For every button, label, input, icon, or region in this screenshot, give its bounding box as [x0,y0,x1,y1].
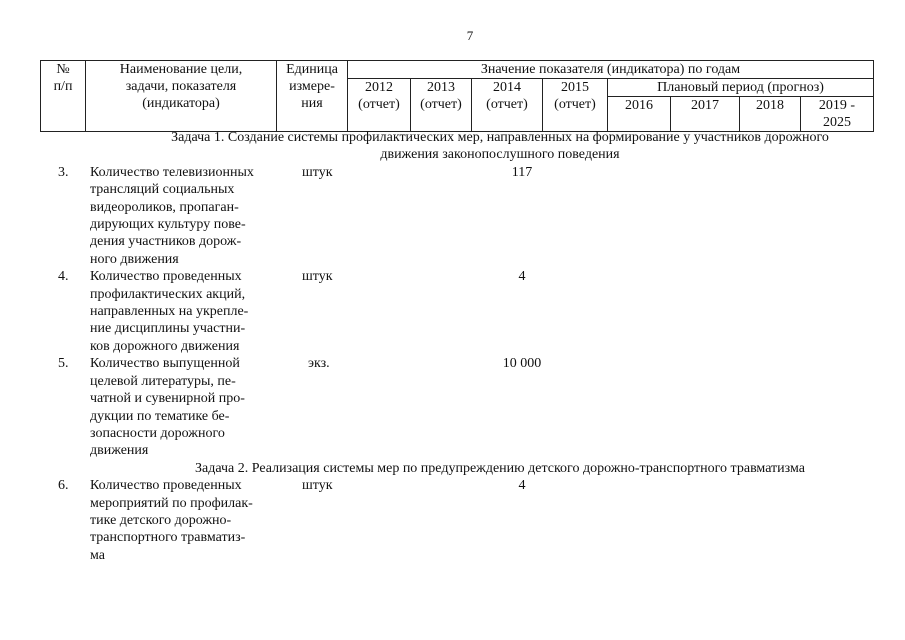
indicator-name [90,355,280,459]
unit-cell: экз. [308,356,330,372]
name-line: трансляций социальных [90,182,235,198]
name-line: направленных на укрепле- [90,304,249,320]
row-number: 5. [58,356,69,372]
year-2014-note: (отчет) [486,97,528,112]
year-2013-note: (отчет) [420,97,462,112]
header-year-2012 [348,79,411,132]
value-cell: 117 [511,164,533,180]
unit-cell: штук [302,164,333,180]
name-line: дения участников дорож- [90,234,242,250]
year-2013-label: 2013 [427,80,455,95]
year-2015-label: 2015 [561,80,589,95]
table-body [40,129,890,564]
name-line: Количество выпущенной [90,356,240,372]
year-2015-note: (отчет) [554,97,596,112]
name-line: ма [90,547,105,563]
unit-cell: штук [302,269,333,285]
task-2-heading: Задача 2. Реализация системы мер по предупреждению детского дорожно-транспортного травматизма [195,460,805,476]
year-2012-note: (отчет) [358,97,400,112]
name-line: дирующих культуру пове- [90,217,246,233]
header-unit-line1: Единица [286,62,338,77]
year-2019-label: 2019 - [818,98,856,113]
name-line: Количество телевизионных [90,164,254,180]
name-line: дукции по тематике бе- [90,408,230,424]
name-line: чатной и сувенирной про- [90,391,245,407]
name-line: видеороликов, пропаган- [90,199,239,215]
name-line: ние дисциплины участни- [90,321,246,337]
year-2014-label: 2014 [493,80,521,95]
header-name [86,61,277,132]
header-name-line3: (индикатора) [142,96,220,111]
header-year-2014 [472,79,543,132]
header-year-2018: 2018 [740,97,801,132]
indicator-name [90,164,280,268]
task-1-line2: движения законопослушного поведения [380,147,620,163]
table-row [40,268,890,355]
year-2025-label: 2025 [823,115,851,130]
header-plan-period: Плановый период (прогноз) [608,79,874,97]
task-1-line1: Задача 1. Создание системы профилактических мер, направленных на формирование у участников дорожного [171,130,829,145]
table-row [40,355,890,459]
name-line: зопасности дорожного [90,425,225,441]
header-year-2015 [543,79,608,132]
row-number: 6. [58,478,69,494]
row-number: 3. [58,164,69,180]
header-unit-line3: ния [301,96,323,111]
header-year-2017: 2017 [671,97,740,132]
unit-cell: штук [302,478,333,494]
header-num-line2: п/п [53,79,73,94]
table-row [40,164,890,268]
name-line: ков дорожного движения [90,338,240,354]
value-cell: 10 000 [502,356,542,372]
header-unit-line2: измере- [289,79,335,94]
name-line: движения [90,443,149,459]
table-row [40,477,890,564]
value-cell: 4 [518,269,526,285]
year-2012-label: 2012 [365,80,393,95]
header-year-2013 [411,79,472,132]
name-line: Количество проведенных [90,269,242,285]
name-line: мероприятий по профилак- [90,495,253,511]
header-values: Значение показателя (индикатора) по годам [348,61,874,79]
row-number: 4. [58,269,69,285]
value-cell: 4 [518,478,526,494]
name-line: Количество проведенных [90,478,242,494]
page-number: 7 [466,28,474,43]
indicator-name [90,477,280,564]
header-year-2019-2025 [801,97,874,132]
header-num-line1: № [56,62,70,77]
header-unit [277,61,348,132]
header-num [41,61,86,132]
header-year-2016: 2016 [608,97,671,132]
indicator-table-header [40,60,874,132]
name-line: тике детского дорожно- [90,512,232,528]
name-line: профилактических акций, [90,286,246,302]
indicator-name [90,268,280,355]
header-name-line2: задачи, показателя [125,79,237,94]
name-line: целевой литературы, пе- [90,373,236,389]
task-1-heading [40,129,890,164]
header-name-line1: Наименование цели, [119,62,243,77]
name-line: транспортного травматиз- [90,530,246,546]
name-line: ного движения [90,251,179,267]
